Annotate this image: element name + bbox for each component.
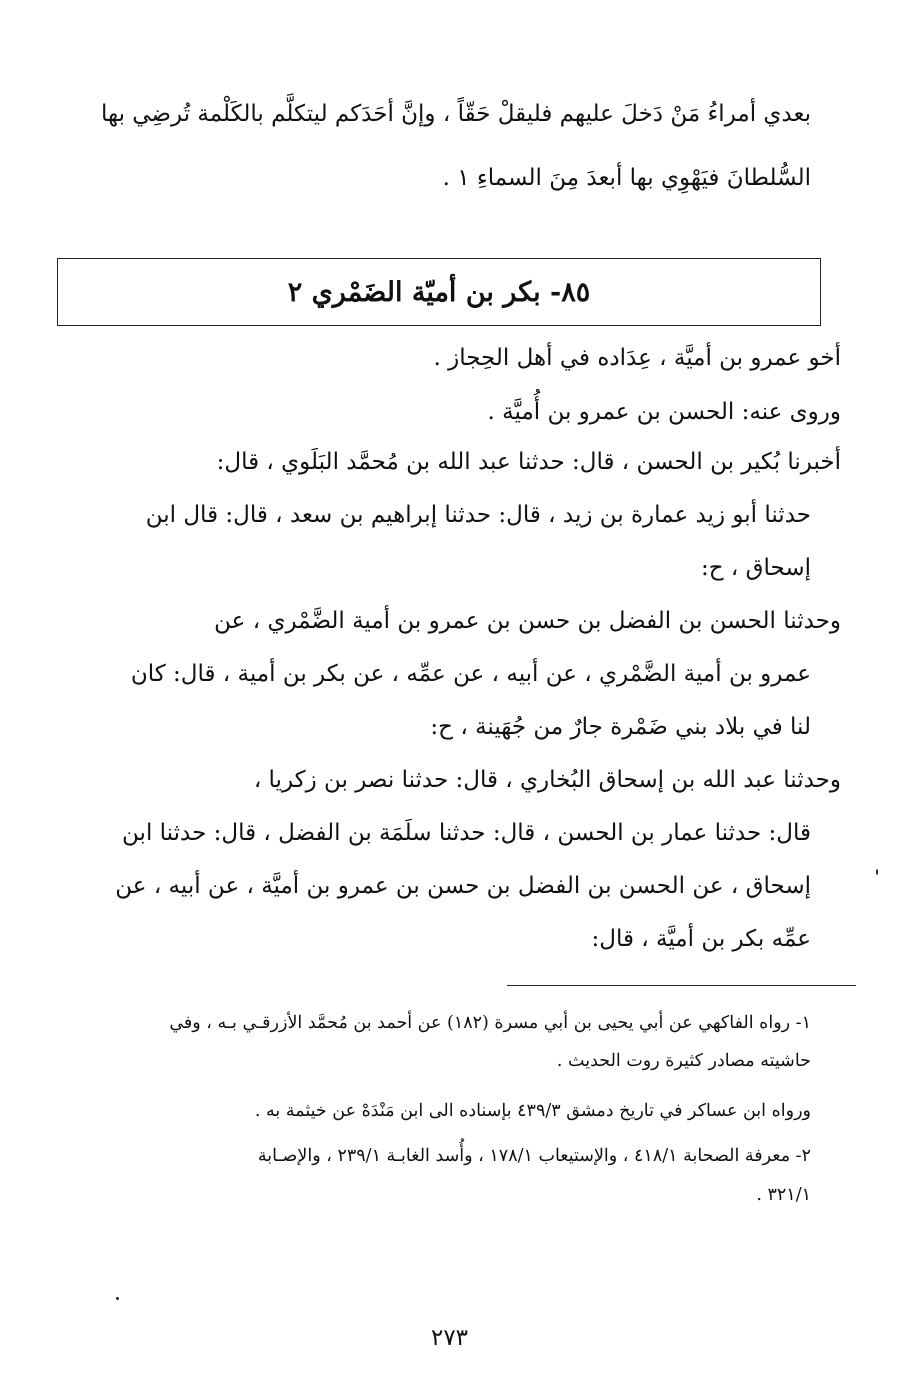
body-line: عمِّه بكر بن أميَّة ، قال: xyxy=(591,926,811,952)
footnote-1-line-2: حاشيته مصادر كثيرة روت الحديث . xyxy=(556,1051,811,1071)
footnote-separator xyxy=(507,985,856,986)
body-line: إسحاق ، ح: xyxy=(700,555,811,581)
footnote-1-line-1: ١- رواه الفاكهي عن أبي يحيى بن أبي مسرة (١٨٢) عن أحمد بن مُحمَّد الأزرقـي بـه ، وفي xyxy=(169,1013,811,1033)
scan-speck xyxy=(116,1297,119,1300)
intro-line-1: بعدي أمراءُ مَنْ دَخلَ عليهم فليقلْ حَقّاً ، وإنَّ أحَدَكم ليتكلَّم بالكَلْمة تُرضِي بها xyxy=(100,101,811,127)
body-line: أخبرنا بُكير بن الحسن ، قال: حدثنا عبد الله بن مُحمَّد البَلَوي ، قال: xyxy=(216,449,841,475)
body-line: إسحاق ، عن الحسن بن الفضل بن حسن بن عمرو بن أميَّة ، عن أبيه ، عن xyxy=(115,873,811,899)
page-number: ٢٧٣ xyxy=(430,1325,469,1351)
body-line: حدثنا أبو زيد عمارة بن زيد ، قال: حدثنا إبراهيم بن سعد ، قال: قال ابن xyxy=(145,502,811,528)
scan-speck xyxy=(876,869,878,875)
intro-line-2: السُّلطانَ فيَهْوِي بها أبعدَ مِنَ السماءِ ١ . xyxy=(442,165,811,191)
body-line: وروى عنه: الحسن بن عمرو بن أُميَّة . xyxy=(487,399,841,425)
footnote-2-line-2: ٣٢١/١ . xyxy=(756,1185,811,1205)
body-line: أخو عمرو بن أميَّة ، عِدَاده في أهل الحِجاز . xyxy=(433,345,841,371)
section-title: ٨٥- بكر بن أميّة الضَمْري ٢ xyxy=(287,276,591,308)
footnote-2-line-1: ٢- معرفة الصحابة ٤١٨/١ ، والإستيعاب ١٧٨/١ ، وأُسد الغابـة ٢٣٩/١ ، والإصـابة xyxy=(257,1146,811,1166)
body-line: وحدثنا عبد الله بن إسحاق البُخاري ، قال: حدثنا نصر بن زكريا ، xyxy=(253,767,841,793)
body-line: عمرو بن أمية الضَّمْري ، عن أبيه ، عن عمِّه ، عن بكر بن أمية ، قال: كان xyxy=(130,661,811,687)
footnote-1-line-3: ورواه ابن عساكر في تاريخ دمشق ٤٣٩/٣ بإسناده الى ابن مَنْدَهْ عن خيثمة به . xyxy=(254,1101,811,1121)
body-line: وحدثنا الحسن بن الفضل بن حسن بن عمرو بن أمية الضَّمْري ، عن xyxy=(214,608,841,634)
body-line: قال: حدثنا عمار بن الحسن ، قال: حدثنا سلَمَة بن الفضل ، قال: حدثنا ابن xyxy=(122,820,811,846)
section-title-box xyxy=(57,258,821,326)
body-line: لنا في بلاد بني ضَمْرة جارٌ من جُهَينة ، ح: xyxy=(430,714,811,740)
